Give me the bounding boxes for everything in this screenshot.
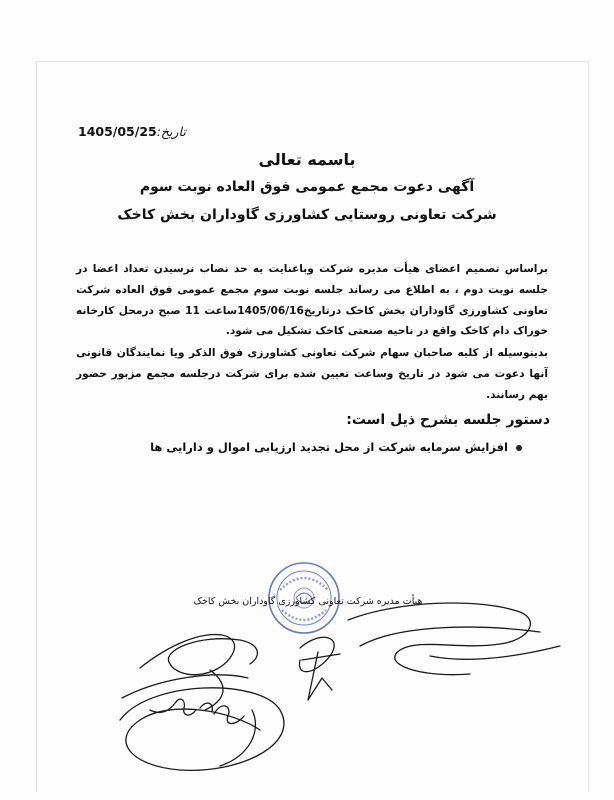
basmala-heading: باسمه تعالی	[258, 150, 356, 169]
company-name-title: شرکت تعاونی روستایی کشاورزی گاوداران بخش کاخک	[117, 207, 497, 223]
document-date	[78, 124, 238, 139]
page-edge-top	[36, 61, 589, 62]
agenda-item	[150, 440, 522, 454]
date-value: 1405/05/25	[78, 124, 157, 139]
agenda-heading: دستور جلسه بشرح ذیل است:	[346, 412, 550, 428]
invitation-paragraph: براساس تصمیم اعضای هیأت مدیره شرکت وباعنایت به حد نصاب نرسیدن تعداد اعضا در جلسه نوبت دوم ، به اطلاع می رساند جلسه نوبت سوم مجمع عمومی فوق العاده شرکت تعاونی کشاورزی گاوداران بخش کاخک درتاریخ1405/06/16ساعت 11 صبح درمحل کارخانه خوراک دام کاخک واقع در ناحیه صنعتی کاخک تشکیل می شود.	[76, 263, 548, 338]
handwritten-signatures	[0, 560, 614, 800]
shareholders-paragraph: بدینوسیله از کلیه صاحبان سهام شرکت تعاونی کشاورزی فوق الذکر ویا نمایندگان قانونی آنها دعوت می شود در تاریخ وساعت تعیین شده برای شرکت درجلسه مجمع مزبور حضور بهم رسانند.	[76, 347, 548, 401]
board-signature-line: هیأت مدیره شرکت تعاونی کشاورزی گاوداران بخش کاخک	[193, 596, 423, 607]
bullet-icon	[516, 445, 522, 451]
date-label: تاریخ:	[156, 124, 186, 139]
notice-title: آگهی دعوت مجمع عمومی فوق العاده نوبت سوم	[139, 179, 475, 195]
agenda-item-text: افزایش سرمایه شرکت از محل تجدید ارزیابی اموال و دارایی ها	[150, 440, 508, 454]
agenda-list	[150, 440, 522, 454]
